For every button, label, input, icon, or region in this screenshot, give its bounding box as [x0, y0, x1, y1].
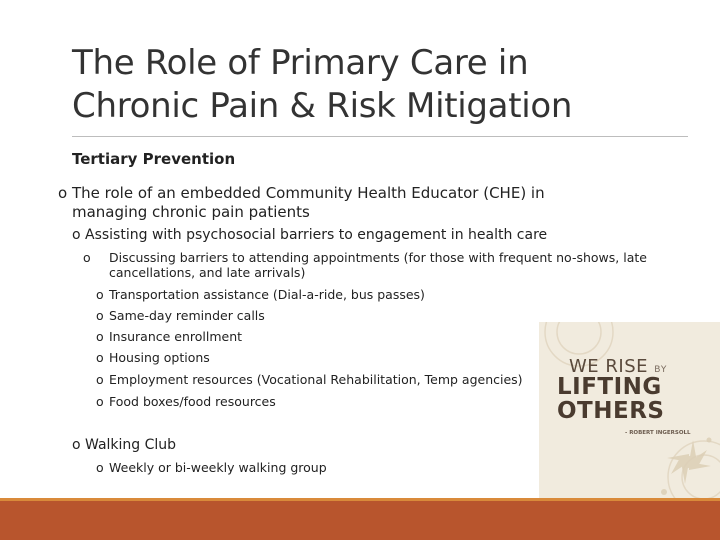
bullet-marker: o	[96, 372, 104, 387]
quote-poster-image	[539, 322, 720, 498]
bullet-marker: o	[96, 308, 104, 323]
poster-quote-line-2: LIFTING	[557, 374, 662, 400]
list-item-text: Same-day reminder calls	[109, 308, 265, 323]
bullet-marker: o	[83, 250, 91, 265]
level1-bullet	[58, 184, 598, 222]
poster-quote-line-3: OTHERS	[557, 398, 665, 424]
bullet-marker: o	[96, 394, 104, 409]
bullet-marker: o	[96, 329, 104, 344]
bullet-marker: o	[72, 227, 81, 243]
list-item-text: Discussing barriers to attending appointments (for those with frequent no-shows, late cancellations, and late arrivals)	[109, 250, 647, 280]
list-item	[96, 372, 536, 387]
poster-quote-author: - ROBERT INGERSOLL	[625, 430, 691, 436]
bullet-marker: o	[96, 350, 104, 365]
poster-quote-by: BY	[654, 365, 668, 375]
slide-title-line-2: Chronic Pain & Risk Mitigation	[72, 86, 573, 126]
section1-heading-text: Assisting with psychosocial barriers to engagement in health care	[85, 227, 548, 243]
section2-heading-text: Walking Club	[85, 437, 177, 453]
level1-bullet-text: The role of an embedded Community Health Educator (CHE) in managing chronic pain patients	[72, 184, 545, 221]
list-item-text: Transportation assistance (Dial-a-ride, bus passes)	[109, 287, 425, 302]
list-item	[96, 287, 656, 302]
section-subtitle: Tertiary Prevention	[72, 150, 236, 168]
list-item-text: Weekly or bi-weekly walking group	[109, 460, 327, 475]
bullet-marker: o	[96, 287, 104, 302]
section1-heading	[72, 226, 547, 244]
list-item	[83, 250, 659, 280]
bullet-marker: o	[96, 460, 104, 475]
list-item-text: Insurance enrollment	[109, 329, 243, 344]
bullet-marker: o	[72, 437, 81, 453]
slide-title	[72, 42, 692, 128]
footer-band	[0, 501, 720, 540]
list-item-text: Food boxes/food resources	[109, 394, 276, 409]
title-divider	[72, 136, 688, 137]
list-item-text: Employment resources (Vocational Rehabilitation, Temp agencies)	[109, 372, 523, 387]
bullet-marker: o	[58, 184, 68, 202]
slide-title-line-1: The Role of Primary Care in	[72, 43, 529, 83]
list-item-text: Housing options	[109, 350, 210, 365]
list-item	[96, 308, 656, 323]
poster-quote-we-rise: WE RISE	[569, 356, 649, 377]
section2-heading	[72, 436, 176, 454]
